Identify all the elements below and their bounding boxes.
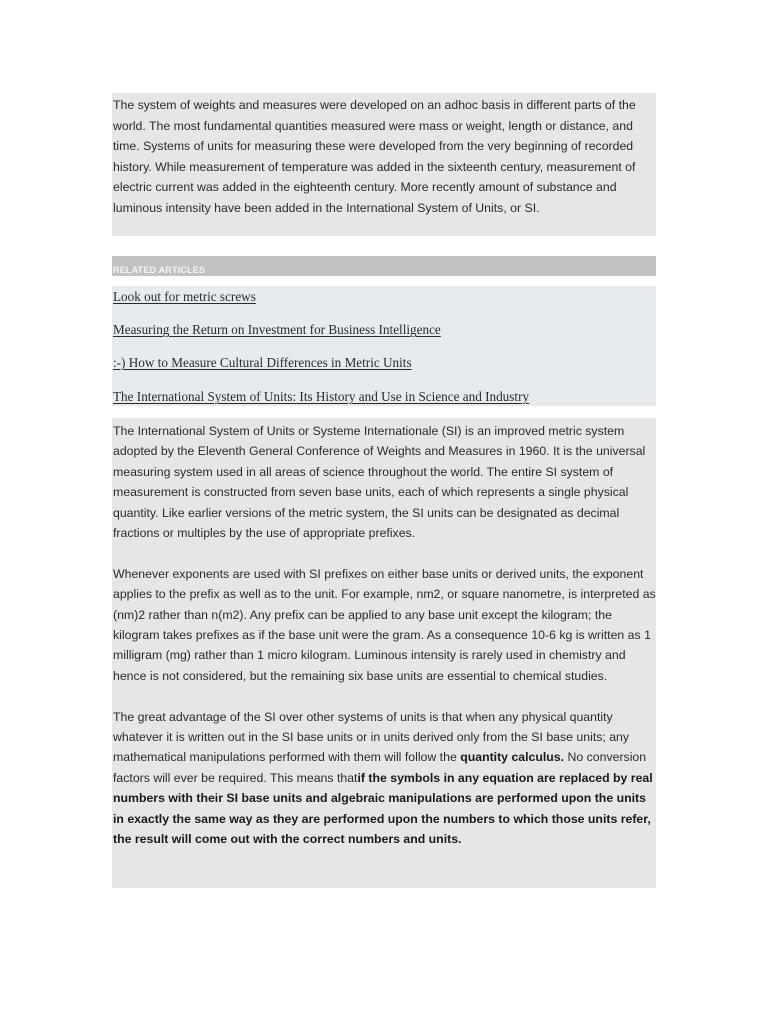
body-paragraph-3 [113,707,656,850]
p3-text-b: No conversion factors will ever be required. This means that [113,750,647,785]
related-articles-list [112,286,656,406]
intro-text: The system of weights and measures were developed on an adhoc basis in different parts of the world. The most fundamental quantities measured were mass or weight, length or distance, and time. Systems of units for measuring these were developed from the very beginning of recorded history. While measurement of temperature was added in the sixteenth century, measurement of electric current was added in the eighteenth century. More recently amount of substance and luminous intensity have been added in the International System of Units, or SI. [113,98,636,215]
related-link-si-history[interactable]: The International System of Units: Its History and Use in Science and Industry [113,389,530,404]
p3-bold-conclusion: if the symbols in any equation are replaced by real numbers with their SI base units and algebraic manipulations are performed upon the units in exactly the same way as they are performed upon the numbers to which those units refer, the result will come out with the correct numbers and units. [113,770,653,847]
p3-text-a: The great advantage of the SI over other systems of units is that when any physical quantity whatever it is written out in the SI base units or in units derived only from the SI base units; any mathematical manipulations performed with them will follow the [113,709,630,765]
body-paragraph-1: The International System of Units or Systeme Internationale (SI) is an improved metric system adopted by the Eleventh General Conference of Weights and Measures in 1960. It is the universal measuring system used in all areas of science throughout the world. The entire SI system of measurement is constructed from seven base units, each of which represents a single physical quantity. Like earlier versions of the metric system, the SI units can be designated as decimal fractions or multiples by the use of appropriate prefixes. [113,424,646,541]
related-link-cultural-differences[interactable]: :-) How to Measure Cultural Differences in Metric Units [113,355,412,370]
related-link-metric-screws[interactable]: Look out for metric screws [113,289,256,304]
related-link-roi-business-intelligence[interactable]: Measuring the Return on Investment for Business Intelligence [113,322,441,337]
related-articles-heading [112,256,656,276]
article-body [112,418,656,888]
related-heading-text: RELATED ARTICLES [113,265,206,275]
intro-paragraph [112,93,656,236]
p3-bold-quantity-calculus: quantity calculus. [460,750,565,765]
body-paragraph-2: Whenever exponents are used with SI prefixes on either base units or derived units, the exponent applies to the prefix as well as to the unit. For example, nm2, or square nanometre, is interpreted as (nm)2 rather than n(m2). Any prefix can be applied to any base unit except the kilogram; the kilogram takes prefixes as if the base unit were the gram. As a consequence 10-6 kg is written as 1 milligram (mg) rather than 1 micro kilogram. Luminous intensity is rarely used in chemistry and hence is not considered, but the remaining six base units are essential to chemical studies. [113,566,656,683]
